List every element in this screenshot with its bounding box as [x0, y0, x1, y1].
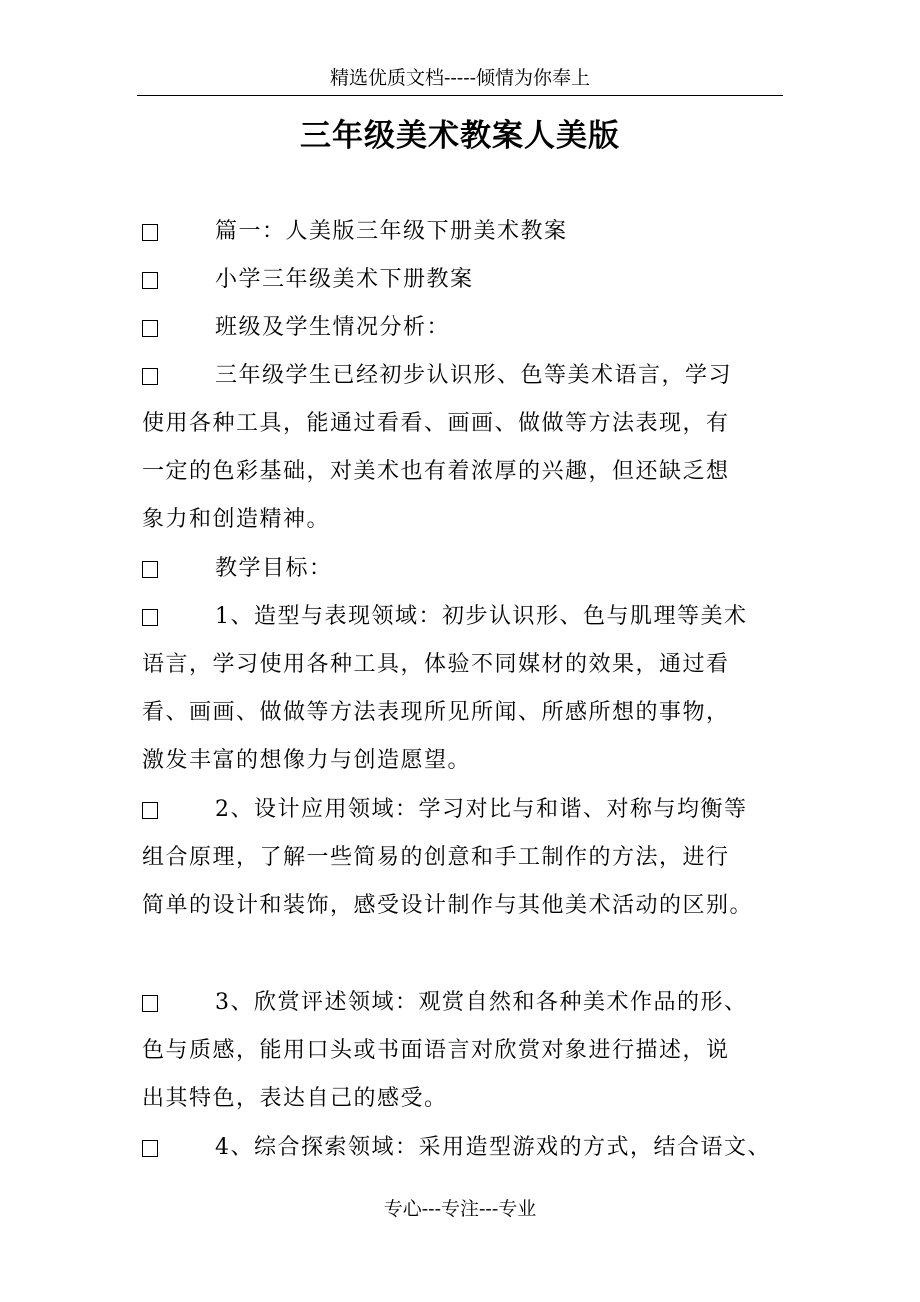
paragraph-line: 使用各种工具，能通过看看、画画、做做等方法表现，有 [142, 411, 730, 436]
document-title: 三年级美术教案人美版 [300, 118, 620, 154]
paragraph-line: 组合原理，了解一些简易的创意和手工制作的方法，进行 [142, 845, 730, 870]
checkbox-bullet-icon [142, 561, 158, 578]
paragraph-line: 小学三年级美术下册教案 [215, 267, 474, 292]
page-header: 精选优质文档-----倾情为你奉上 [329, 67, 591, 89]
paragraph-line: 三年级学生已经初步认识形、色等美术语言，学习 [215, 363, 733, 388]
paragraph-line: 激发丰富的想像力与创造愿望。 [142, 748, 472, 773]
paragraph-line: 简单的设计和装饰，感受设计制作与其他美术活动的区别。 [142, 893, 754, 918]
checkbox-bullet-icon [142, 224, 158, 241]
paragraph-line: 篇一：人美版三年级下册美术教案 [215, 219, 568, 244]
paragraph-line: 象力和创造精神。 [142, 507, 331, 532]
paragraph-line: 2、设计应用领域：学习对比与和谐、对称与均衡等 [215, 797, 748, 822]
checkbox-bullet-icon [142, 320, 158, 337]
checkbox-bullet-icon [142, 272, 158, 289]
paragraph-line: 看、画画、做做等方法表现所见所闻、所感所想的事物， [142, 700, 730, 725]
page-footer: 专心---专注---专业 [383, 1198, 537, 1220]
checkbox-bullet-icon [142, 1140, 158, 1157]
paragraph-line: 色与质感，能用口头或书面语言对欣赏对象进行描述，说 [142, 1038, 730, 1063]
header-divider [137, 95, 783, 96]
checkbox-bullet-icon [142, 609, 158, 626]
paragraph-line: 出其特色，表达自己的感受。 [142, 1086, 448, 1111]
paragraph-line: 语言，学习使用各种工具，体验不同媒材的效果，通过看 [142, 652, 730, 677]
checkbox-bullet-icon [142, 995, 158, 1012]
paragraph-line: 班级及学生情况分析： [215, 315, 451, 340]
paragraph-line: 一定的色彩基础，对美术也有着浓厚的兴趣，但还缺乏想 [142, 459, 730, 484]
paragraph-line: 3、欣赏评述领域：观赏自然和各种美术作品的形、 [215, 990, 748, 1015]
checkbox-bullet-icon [142, 802, 158, 819]
paragraph-line: 教学目标： [215, 556, 333, 581]
checkbox-bullet-icon [142, 368, 158, 385]
paragraph-line: 1、造型与表现领域：初步认识形、色与肌理等美术 [215, 604, 748, 629]
paragraph-line: 4、综合探索领域：采用造型游戏的方式，结合语文、 [215, 1135, 771, 1160]
